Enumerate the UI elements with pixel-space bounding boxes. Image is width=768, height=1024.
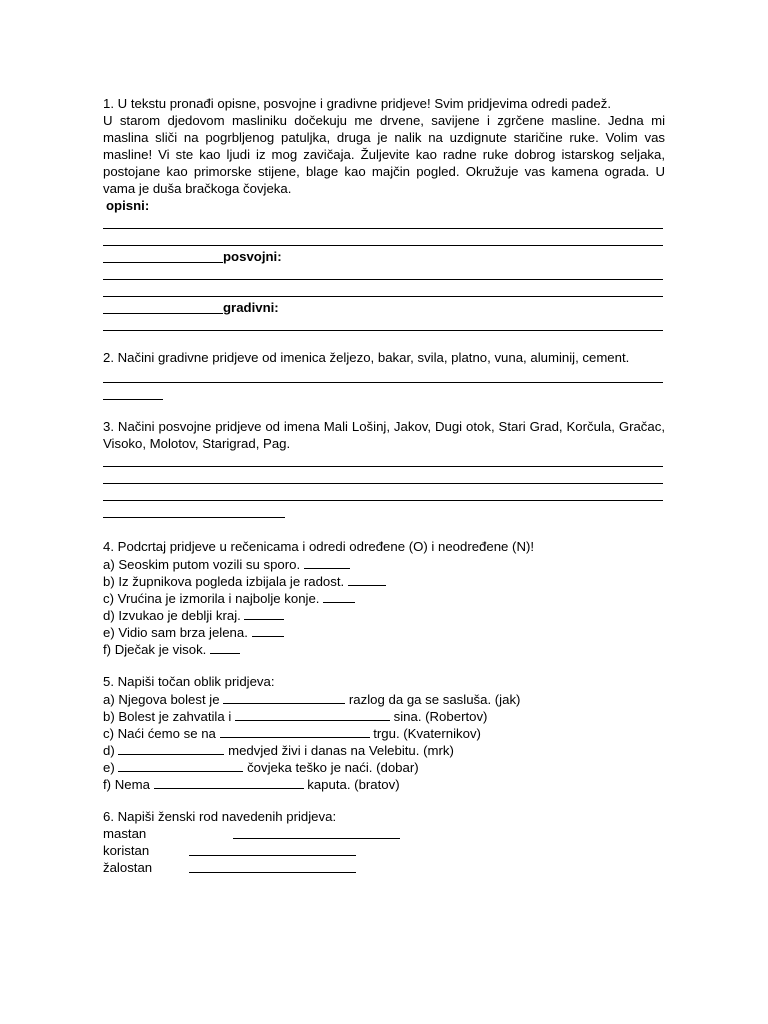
q5-item: c) Naći ćemo se na trgu. (Kvaternikov) [103,726,481,741]
answer-blank[interactable] [220,724,370,738]
q3-title: 3. Načini posvojne pridjeve od imena Mali Lošinj, Jakov, Dugi otok, Stari Grad, Korčula, Gračac, Visoko, Molotov, Starigrad, Pag. [103,419,665,451]
q1-label-posvojni: posvojni: [223,249,282,264]
answer-blank[interactable] [348,572,386,586]
answer-line [103,483,663,484]
q5-item: b) Bolest je zahvatila i sina. (Robertov) [103,709,488,724]
q5-item: a) Njegova bolest je razlog da ga se sasluša. (jak) [103,692,521,707]
q4-item: f) Dječak je visok. [103,640,240,658]
q6-title: 6. Napiši ženski rod navedenih pridjeva: [103,809,337,824]
q4-item: c) Vrućina je izmorila i najbolje konje. [103,589,355,607]
answer-blank[interactable] [223,690,345,704]
q4-item: e) Vidio sam brza jelena. [103,623,284,641]
q1-label-opisni: opisni: [106,198,150,213]
answer-blank[interactable] [252,623,284,637]
answer-line[interactable] [189,872,356,873]
answer-line [103,279,663,280]
q4-item: d) Izvukao je deblji kraj. [103,606,284,624]
q5-item: d) medvjed živi i danas na Velebitu. (mrk) [103,743,454,758]
answer-line [103,500,663,501]
answer-blank[interactable] [118,758,243,772]
answer-blank[interactable] [323,589,355,603]
answer-blank[interactable] [210,640,240,654]
answer-line [103,296,663,297]
q4-item: b) Iz župnikova pogleda izbijala je radost. [103,572,386,590]
q5-item: f) Nema kaputa. (bratov) [103,777,400,792]
q4-item: a) Seoskim putom vozili su sporo. [103,555,350,573]
answer-line [103,399,163,400]
q5-item: e) čovjeka teško je naći. (dobar) [103,760,419,775]
answer-line [103,262,223,263]
q1-title: 1. U tekstu pronađi opisne, posvojne i gradivne pridjeve! Svim pridjevima odredi padež. [103,96,611,111]
answer-line [103,382,663,383]
answer-line[interactable] [233,838,400,839]
answer-line [103,228,663,229]
answer-blank[interactable] [235,707,390,721]
q6-word: koristan [103,843,150,858]
q4-title: 4. Podcrtaj pridjeve u rečenicama i odredi određene (O) i neodređene (N)! [103,539,535,554]
answer-line [103,245,663,246]
answer-blank[interactable] [244,606,284,620]
q1-label-gradivni: gradivni: [223,300,279,315]
q6-word: žalostan [103,860,153,875]
answer-line [103,313,223,314]
q6-word: mastan [103,826,147,841]
q1-text: U starom djedovom masliniku dočekuju me drvene, savijene i zgrčene masline. Jedna mi maslina sliči na pogrbljenog patuljka, druga je nalik na uzdignute staričine ruke. Volim vas masline! Vi ste kao ljudi iz mog zavičaja. Žuljevite kao radne ruke dobrog istarskog seljaka, postojane kao primorske stijene, blage kao majčin pogled. Okružuje vas kamena ograda. U vama je duša bračkoga čovjeka. [103,113,665,196]
answer-blank[interactable] [304,555,350,569]
answer-line [103,517,285,518]
answer-line[interactable] [189,855,356,856]
answer-blank[interactable] [118,741,224,755]
q5-title: 5. Napiši točan oblik pridjeva: [103,674,275,689]
answer-line [103,466,663,467]
answer-line [103,330,663,331]
q2-title: 2. Načini gradivne pridjeve od imenica željezo, bakar, svila, platno, vuna, aluminij, cement. [103,350,630,365]
answer-blank[interactable] [154,775,304,789]
